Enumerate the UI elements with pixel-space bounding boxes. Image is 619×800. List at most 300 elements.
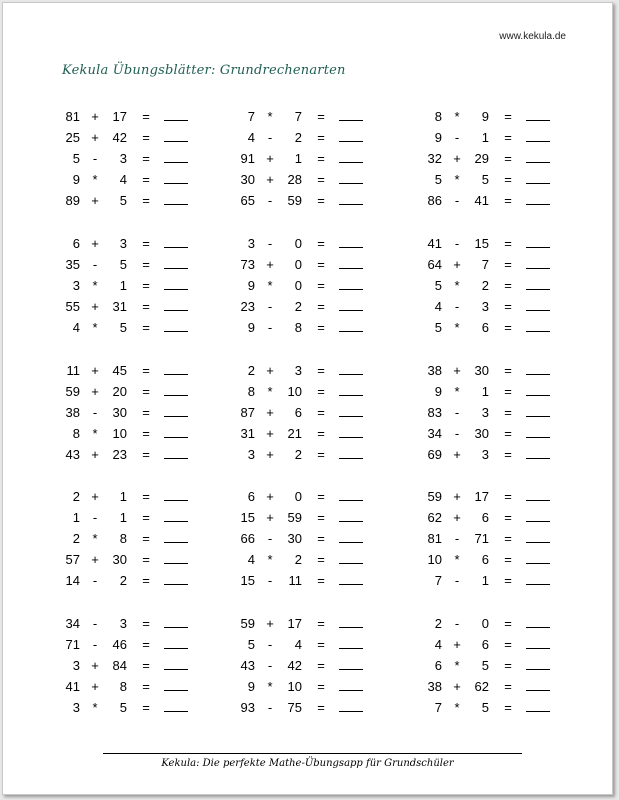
answer-blank[interactable]	[526, 233, 550, 248]
equals-sign: =	[504, 193, 512, 208]
operand-b: 1	[119, 510, 127, 525]
operand-a: 10	[427, 552, 442, 567]
equals-sign: =	[317, 552, 325, 567]
operand-a: 7	[247, 109, 255, 124]
operand-a: 8	[72, 426, 80, 441]
answer-blank[interactable]	[339, 275, 363, 290]
operand-a: 4	[434, 637, 442, 652]
answer-blank[interactable]	[339, 676, 363, 691]
operand-b: 2	[294, 130, 302, 145]
operand-b: 6	[481, 637, 489, 652]
operand-b: 0	[294, 257, 302, 272]
equals-sign: =	[317, 320, 325, 335]
operator: -	[92, 151, 98, 166]
operator: +	[453, 257, 461, 272]
answer-blank[interactable]	[339, 127, 363, 142]
operator: +	[266, 489, 274, 504]
operator: *	[454, 658, 460, 673]
operand-b: 30	[474, 363, 489, 378]
operand-a: 4	[247, 552, 255, 567]
equals-sign: =	[142, 447, 150, 462]
operator: *	[454, 552, 460, 567]
operand-b: 11	[288, 573, 302, 588]
operand-a: 3	[72, 700, 80, 715]
operator: -	[92, 510, 98, 525]
answer-blank[interactable]	[526, 296, 550, 311]
operand-a: 2	[72, 531, 80, 546]
operand-a: 15	[240, 573, 255, 588]
operator: *	[92, 320, 98, 335]
answer-blank[interactable]	[339, 190, 363, 205]
answer-blank[interactable]	[526, 381, 550, 396]
answer-blank[interactable]	[164, 676, 188, 691]
equals-sign: =	[317, 278, 325, 293]
equals-sign: =	[504, 172, 512, 187]
operator: -	[454, 573, 460, 588]
operand-b: 1	[119, 489, 127, 504]
operand-b: 2	[481, 278, 489, 293]
answer-blank[interactable]	[164, 549, 188, 564]
answer-blank[interactable]	[526, 317, 550, 332]
operand-a: 5	[72, 151, 80, 166]
operand-b: 10	[287, 384, 302, 399]
equals-sign: =	[142, 236, 150, 251]
operator: -	[454, 531, 460, 546]
operand-b: 7	[481, 257, 489, 272]
operand-a: 93	[240, 700, 255, 715]
equals-sign: =	[317, 489, 325, 504]
operator: -	[267, 658, 273, 673]
answer-blank[interactable]	[526, 613, 550, 628]
operand-a: 38	[427, 679, 442, 694]
answer-blank[interactable]	[526, 528, 550, 543]
operand-a: 69	[427, 447, 442, 462]
operator: -	[454, 426, 460, 441]
operator: *	[454, 384, 460, 399]
equals-sign: =	[142, 510, 150, 525]
equals-sign: =	[142, 320, 150, 335]
answer-blank[interactable]	[164, 444, 188, 459]
problem-grid	[3, 3, 612, 794]
operator: +	[453, 363, 461, 378]
answer-blank[interactable]	[339, 634, 363, 649]
answer-blank[interactable]	[339, 423, 363, 438]
operand-b: 5	[119, 320, 127, 335]
operand-b: 10	[112, 426, 127, 441]
operand-a: 5	[434, 278, 442, 293]
operand-a: 34	[65, 616, 80, 631]
operator: -	[92, 616, 98, 631]
operand-b: 8	[294, 320, 302, 335]
operator: -	[267, 637, 273, 652]
operand-b: 5	[119, 257, 127, 272]
operand-b: 30	[112, 552, 127, 567]
operand-a: 3	[247, 236, 255, 251]
operator: +	[91, 109, 99, 124]
equals-sign: =	[317, 700, 325, 715]
operand-b: 8	[119, 531, 127, 546]
operator: -	[92, 573, 98, 588]
equals-sign: =	[317, 637, 325, 652]
answer-blank[interactable]	[164, 106, 188, 121]
operand-a: 71	[65, 637, 80, 652]
equals-sign: =	[317, 109, 325, 124]
operator: *	[267, 552, 273, 567]
operand-a: 57	[65, 552, 80, 567]
answer-blank[interactable]	[164, 127, 188, 142]
operand-b: 6	[481, 552, 489, 567]
answer-blank[interactable]	[526, 275, 550, 290]
operator: +	[266, 616, 274, 631]
operand-b: 1	[481, 384, 489, 399]
operator: +	[453, 489, 461, 504]
operand-b: 84	[112, 658, 127, 673]
equals-sign: =	[317, 405, 325, 420]
operand-b: 3	[119, 616, 127, 631]
operand-a: 64	[427, 257, 442, 272]
equals-sign: =	[142, 489, 150, 504]
equals-sign: =	[504, 426, 512, 441]
operand-a: 9	[434, 384, 442, 399]
operand-a: 38	[65, 405, 80, 420]
equals-sign: =	[504, 510, 512, 525]
equals-sign: =	[142, 426, 150, 441]
operand-b: 1	[481, 130, 489, 145]
answer-blank[interactable]	[526, 169, 550, 184]
operand-b: 3	[481, 299, 489, 314]
answer-blank[interactable]	[164, 275, 188, 290]
answer-blank[interactable]	[339, 655, 363, 670]
answer-blank[interactable]	[526, 507, 550, 522]
equals-sign: =	[504, 573, 512, 588]
operand-b: 9	[481, 109, 489, 124]
answer-blank[interactable]	[164, 148, 188, 163]
operand-a: 55	[65, 299, 80, 314]
equals-sign: =	[142, 616, 150, 631]
operand-b: 8	[119, 679, 127, 694]
operand-a: 65	[240, 193, 255, 208]
operand-a: 7	[434, 573, 442, 588]
answer-blank[interactable]	[164, 254, 188, 269]
operand-a: 4	[434, 299, 442, 314]
operator: *	[92, 531, 98, 546]
operand-a: 8	[434, 109, 442, 124]
operand-b: 0	[481, 616, 489, 631]
operator: -	[267, 573, 273, 588]
answer-blank[interactable]	[339, 360, 363, 375]
operand-a: 3	[72, 658, 80, 673]
operand-b: 5	[481, 172, 489, 187]
operand-a: 6	[434, 658, 442, 673]
operand-b: 45	[112, 363, 127, 378]
answer-blank[interactable]	[526, 148, 550, 163]
answer-blank[interactable]	[164, 169, 188, 184]
answer-blank[interactable]	[164, 528, 188, 543]
answer-blank[interactable]	[164, 634, 188, 649]
equals-sign: =	[317, 130, 325, 145]
operator: +	[91, 447, 99, 462]
operator: +	[91, 658, 99, 673]
operator: -	[92, 637, 98, 652]
operand-a: 87	[240, 405, 255, 420]
equals-sign: =	[142, 405, 150, 420]
operand-b: 30	[112, 405, 127, 420]
operand-b: 3	[481, 405, 489, 420]
equals-sign: =	[317, 447, 325, 462]
equals-sign: =	[317, 426, 325, 441]
operator: +	[453, 679, 461, 694]
operand-a: 9	[434, 130, 442, 145]
operand-b: 59	[287, 510, 302, 525]
answer-blank[interactable]	[164, 317, 188, 332]
operand-a: 89	[65, 193, 80, 208]
equals-sign: =	[142, 363, 150, 378]
operand-a: 34	[427, 426, 442, 441]
operand-a: 2	[247, 363, 255, 378]
answer-blank[interactable]	[526, 697, 550, 712]
operand-b: 1	[119, 278, 127, 293]
answer-blank[interactable]	[164, 190, 188, 205]
equals-sign: =	[504, 405, 512, 420]
answer-blank[interactable]	[339, 570, 363, 585]
answer-blank[interactable]	[526, 655, 550, 670]
answer-blank[interactable]	[339, 507, 363, 522]
operator: +	[91, 489, 99, 504]
operator: +	[453, 510, 461, 525]
operand-a: 9	[247, 320, 255, 335]
operand-a: 43	[240, 658, 255, 673]
equals-sign: =	[317, 363, 325, 378]
answer-blank[interactable]	[339, 528, 363, 543]
operator: -	[267, 531, 273, 546]
answer-blank[interactable]	[164, 402, 188, 417]
equals-sign: =	[317, 531, 325, 546]
operator: *	[267, 384, 273, 399]
operator: +	[266, 257, 274, 272]
answer-blank[interactable]	[339, 296, 363, 311]
operand-b: 46	[112, 637, 127, 652]
answer-blank[interactable]	[164, 697, 188, 712]
operand-a: 3	[72, 278, 80, 293]
equals-sign: =	[504, 531, 512, 546]
answer-blank[interactable]	[339, 486, 363, 501]
equals-sign: =	[504, 299, 512, 314]
operand-a: 15	[240, 510, 255, 525]
operand-a: 7	[434, 700, 442, 715]
answer-blank[interactable]	[526, 360, 550, 375]
operator: +	[266, 426, 274, 441]
operand-a: 59	[65, 384, 80, 399]
answer-blank[interactable]	[164, 570, 188, 585]
operand-b: 17	[112, 109, 127, 124]
operand-b: 1	[481, 573, 489, 588]
operand-a: 11	[66, 363, 80, 378]
equals-sign: =	[504, 130, 512, 145]
answer-blank[interactable]	[164, 507, 188, 522]
operand-b: 15	[474, 236, 489, 251]
operator: +	[453, 151, 461, 166]
equals-sign: =	[504, 616, 512, 631]
answer-blank[interactable]	[339, 549, 363, 564]
operand-a: 25	[65, 130, 80, 145]
equals-sign: =	[142, 658, 150, 673]
operator: *	[454, 700, 460, 715]
equals-sign: =	[142, 531, 150, 546]
operator: +	[266, 447, 274, 462]
operand-b: 29	[474, 151, 489, 166]
operand-a: 86	[427, 193, 442, 208]
equals-sign: =	[504, 384, 512, 399]
operand-b: 42	[112, 130, 127, 145]
operator: *	[92, 700, 98, 715]
operand-b: 3	[294, 363, 302, 378]
answer-blank[interactable]	[339, 613, 363, 628]
operand-b: 5	[481, 658, 489, 673]
answer-blank[interactable]	[526, 676, 550, 691]
equals-sign: =	[142, 384, 150, 399]
answer-blank[interactable]	[526, 127, 550, 142]
equals-sign: =	[504, 363, 512, 378]
operand-a: 32	[427, 151, 442, 166]
equals-sign: =	[504, 151, 512, 166]
operand-a: 1	[72, 510, 80, 525]
answer-blank[interactable]	[339, 317, 363, 332]
equals-sign: =	[142, 151, 150, 166]
operator: -	[267, 299, 273, 314]
operand-a: 5	[247, 637, 255, 652]
equals-sign: =	[142, 193, 150, 208]
website-url: www.kekula.de	[499, 31, 566, 42]
operator: +	[266, 510, 274, 525]
equals-sign: =	[317, 616, 325, 631]
operator: -	[454, 405, 460, 420]
answer-blank[interactable]	[164, 613, 188, 628]
answer-blank[interactable]	[164, 296, 188, 311]
answer-blank[interactable]	[339, 169, 363, 184]
operand-b: 0	[294, 489, 302, 504]
answer-blank[interactable]	[339, 381, 363, 396]
operand-b: 2	[294, 299, 302, 314]
operator: +	[91, 679, 99, 694]
worksheet-page	[2, 2, 613, 795]
answer-blank[interactable]	[164, 360, 188, 375]
equals-sign: =	[317, 236, 325, 251]
equals-sign: =	[142, 130, 150, 145]
operator: +	[91, 552, 99, 567]
operand-b: 42	[287, 658, 302, 673]
equals-sign: =	[504, 447, 512, 462]
operand-a: 9	[72, 172, 80, 187]
equals-sign: =	[504, 679, 512, 694]
answer-blank[interactable]	[164, 655, 188, 670]
answer-blank[interactable]	[339, 402, 363, 417]
operand-a: 81	[427, 531, 442, 546]
operand-a: 91	[240, 151, 255, 166]
equals-sign: =	[142, 278, 150, 293]
answer-blank[interactable]	[339, 106, 363, 121]
equals-sign: =	[142, 700, 150, 715]
equals-sign: =	[142, 109, 150, 124]
operand-b: 28	[287, 172, 302, 187]
operand-b: 4	[294, 637, 302, 652]
answer-blank[interactable]	[164, 423, 188, 438]
operand-a: 83	[427, 405, 442, 420]
operand-a: 66	[240, 531, 255, 546]
equals-sign: =	[317, 193, 325, 208]
operand-a: 62	[427, 510, 442, 525]
answer-blank[interactable]	[164, 486, 188, 501]
answer-blank[interactable]	[339, 444, 363, 459]
answer-blank[interactable]	[164, 233, 188, 248]
operator: *	[454, 320, 460, 335]
equals-sign: =	[317, 510, 325, 525]
operator: *	[267, 278, 273, 293]
answer-blank[interactable]	[339, 148, 363, 163]
operator: +	[91, 236, 99, 251]
operand-b: 31	[112, 299, 127, 314]
operand-a: 3	[247, 447, 255, 462]
equals-sign: =	[504, 700, 512, 715]
operator: +	[453, 637, 461, 652]
answer-blank[interactable]	[339, 254, 363, 269]
operator: -	[454, 299, 460, 314]
operand-a: 14	[65, 573, 80, 588]
answer-blank[interactable]	[526, 190, 550, 205]
answer-blank[interactable]	[339, 233, 363, 248]
operator: -	[454, 616, 460, 631]
equals-sign: =	[317, 679, 325, 694]
operator: +	[266, 151, 274, 166]
operand-b: 6	[294, 405, 302, 420]
answer-blank[interactable]	[526, 254, 550, 269]
operand-b: 4	[119, 172, 127, 187]
operand-b: 5	[481, 700, 489, 715]
operator: *	[92, 172, 98, 187]
operand-a: 81	[65, 109, 80, 124]
answer-blank[interactable]	[526, 486, 550, 501]
operand-b: 2	[294, 447, 302, 462]
answer-blank[interactable]	[164, 381, 188, 396]
operand-a: 6	[247, 489, 255, 504]
answer-blank[interactable]	[526, 549, 550, 564]
operator: -	[267, 193, 273, 208]
answer-blank[interactable]	[526, 402, 550, 417]
answer-blank[interactable]	[526, 106, 550, 121]
worksheet-title: Kekula Übungsblätter: Grundrechenarten	[62, 63, 346, 78]
answer-blank[interactable]	[339, 697, 363, 712]
operator: +	[266, 363, 274, 378]
operand-a: 41	[427, 236, 442, 251]
equals-sign: =	[142, 257, 150, 272]
equals-sign: =	[504, 489, 512, 504]
answer-blank[interactable]	[526, 444, 550, 459]
operand-a: 43	[65, 447, 80, 462]
operand-a: 23	[240, 299, 255, 314]
equals-sign: =	[317, 172, 325, 187]
operand-a: 5	[434, 172, 442, 187]
operator: +	[266, 172, 274, 187]
answer-blank[interactable]	[526, 570, 550, 585]
answer-blank[interactable]	[526, 634, 550, 649]
operand-a: 59	[427, 489, 442, 504]
equals-sign: =	[504, 236, 512, 251]
footer-text: Kekula: Die perfekte Mathe-Übungsapp für Grundschüler	[161, 758, 454, 769]
equals-sign: =	[317, 151, 325, 166]
answer-blank[interactable]	[526, 423, 550, 438]
operator: -	[454, 193, 460, 208]
operand-b: 3	[119, 151, 127, 166]
operator: -	[92, 257, 98, 272]
